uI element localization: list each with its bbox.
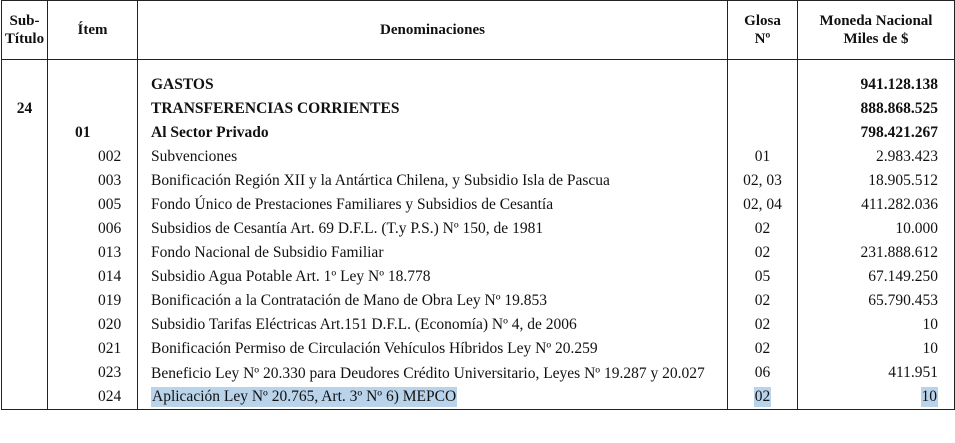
row-amount: 2.983.423	[876, 148, 938, 165]
row-item: 021	[98, 340, 122, 357]
row-amount: 10	[921, 388, 937, 405]
row-item-cell	[48, 313, 138, 337]
row-amount-cell	[798, 289, 955, 313]
row-denominacion: TRANSFERENCIAS CORRIENTES	[151, 100, 400, 117]
row-item: 002	[98, 148, 122, 165]
row-amount: 10	[922, 340, 938, 357]
row-amount-cell	[798, 97, 955, 121]
row-item-cell	[48, 73, 138, 97]
row-amount: 941.128.138	[860, 76, 938, 93]
row-item: 01	[75, 124, 91, 141]
row-amount-cell	[798, 265, 955, 289]
table-row	[2, 217, 955, 241]
row-subtitulo-cell	[2, 289, 48, 313]
row-denominacion-cell	[138, 217, 728, 241]
row-denominacion-cell	[138, 145, 728, 169]
spacer-row	[2, 60, 955, 74]
row-amount-cell	[798, 121, 955, 145]
row-denominacion-cell	[138, 241, 728, 265]
row-amount-cell	[798, 73, 955, 97]
table-row	[2, 73, 955, 97]
row-subtitulo-cell	[2, 337, 48, 361]
row-item: 006	[98, 220, 122, 237]
row-item-cell	[48, 193, 138, 217]
row-amount-cell	[798, 361, 955, 385]
table-row	[2, 97, 955, 121]
row-glosa-cell	[728, 241, 798, 265]
row-denominacion: Beneficio Ley Nº 20.330 para Deudores Crédito Universitario, Leyes Nº 19.287 y 20.027	[151, 365, 705, 382]
row-glosa-cell	[728, 73, 798, 97]
row-denominacion: Subvenciones	[151, 148, 238, 165]
row-subtitulo-cell	[2, 169, 48, 193]
row-denominacion-cell	[138, 289, 728, 313]
row-item-cell	[48, 265, 138, 289]
row-item: 020	[98, 316, 122, 333]
row-glosa-cell	[728, 193, 798, 217]
table-row	[2, 337, 955, 361]
row-amount-cell	[798, 217, 955, 241]
row-subtitulo-cell	[2, 97, 48, 121]
row-denominacion-cell	[138, 313, 728, 337]
header-denominaciones	[138, 1, 728, 60]
table-row	[2, 313, 955, 337]
row-glosa-cell	[728, 337, 798, 361]
header-row	[2, 1, 955, 60]
row-glosa: 02	[754, 340, 771, 357]
row-glosa: 02, 03	[743, 172, 782, 189]
row-item-cell	[48, 97, 138, 121]
row-denominacion-cell	[138, 337, 728, 361]
row-amount: 10	[922, 316, 938, 333]
row-glosa-cell	[728, 97, 798, 121]
row-item-cell	[48, 337, 138, 361]
row-denominacion: Bonificación Región XII y la Antártica Chilena, y Subsidio Isla de Pascua	[151, 172, 610, 189]
budget-table	[1, 0, 955, 410]
table-row	[2, 169, 955, 193]
row-subtitulo-cell	[2, 217, 48, 241]
row-amount: 67.149.250	[868, 268, 938, 285]
row-amount: 798.421.267	[860, 124, 938, 141]
row-subtitulo-cell	[2, 121, 48, 145]
row-item: 023	[98, 364, 122, 381]
row-item-cell	[48, 145, 138, 169]
table-row	[2, 193, 955, 217]
row-glosa-cell	[728, 145, 798, 169]
table-row	[2, 265, 955, 289]
table-row	[2, 241, 955, 265]
row-glosa: 01	[754, 148, 771, 165]
row-denominacion-cell	[138, 73, 728, 97]
row-amount: 18.905.512	[868, 172, 938, 189]
row-item: 024	[98, 388, 122, 405]
row-amount-cell	[798, 313, 955, 337]
header-subtitulo	[2, 1, 48, 60]
row-glosa: 02	[754, 388, 771, 405]
row-glosa-cell	[728, 217, 798, 241]
header-moneda	[798, 1, 955, 60]
row-amount: 10.000	[895, 220, 938, 237]
row-item-cell	[48, 289, 138, 313]
row-glosa: 02	[754, 292, 771, 309]
row-item-cell	[48, 217, 138, 241]
row-denominacion: Aplicación Ley Nº 20.765, Art. 3º Nº 6) MEPCO	[152, 388, 457, 405]
row-subtitulo: 24	[16, 100, 33, 117]
row-item: 019	[98, 292, 122, 309]
row-amount-cell	[798, 169, 955, 193]
row-denominacion: Fondo Nacional de Subsidio Familiar	[151, 244, 384, 261]
row-denominacion-cell	[138, 169, 728, 193]
row-amount-cell	[798, 385, 955, 410]
row-denominacion-cell	[138, 193, 728, 217]
row-denominacion: GASTOS	[151, 76, 214, 93]
row-glosa-cell	[728, 313, 798, 337]
row-denominacion: Al Sector Privado	[151, 124, 269, 141]
header-glosa-text: Glosa Nº	[744, 13, 781, 47]
row-amount-cell	[798, 193, 955, 217]
row-denominacion-cell	[138, 361, 728, 385]
row-glosa-cell	[728, 361, 798, 385]
row-subtitulo-cell	[2, 73, 48, 97]
row-subtitulo-cell	[2, 145, 48, 169]
row-glosa: 05	[754, 268, 771, 285]
table-row	[2, 385, 955, 410]
row-subtitulo-cell	[2, 265, 48, 289]
row-subtitulo-cell	[2, 193, 48, 217]
row-item-cell	[48, 121, 138, 145]
row-amount: 888.868.525	[860, 100, 938, 117]
row-glosa-cell	[728, 121, 798, 145]
row-item-cell	[48, 385, 138, 410]
row-amount-cell	[798, 337, 955, 361]
row-denominacion-cell	[138, 385, 728, 410]
row-denominacion: Subsidio Agua Potable Art. 1º Ley Nº 18.778	[151, 268, 431, 285]
header-denominaciones-text: Denominaciones	[380, 22, 485, 38]
row-glosa: 02	[754, 220, 771, 237]
table-row	[2, 361, 955, 385]
row-denominacion: Bonificación Permiso de Circulación Vehículos Híbridos Ley Nº 20.259	[151, 340, 598, 357]
row-item-cell	[48, 361, 138, 385]
row-amount: 231.888.612	[860, 244, 938, 261]
row-denominacion: Subsidios de Cesantía Art. 69 D.F.L. (T.y P.S.) Nº 150, de 1981	[151, 220, 544, 237]
row-glosa: 02, 04	[743, 196, 782, 213]
row-item: 014	[98, 268, 122, 285]
row-glosa-cell	[728, 169, 798, 193]
row-glosa-cell	[728, 385, 798, 410]
header-moneda-text: Moneda Nacional Miles de $	[819, 13, 933, 47]
row-item-cell	[48, 241, 138, 265]
row-subtitulo-cell	[2, 313, 48, 337]
row-item-cell	[48, 169, 138, 193]
header-subtitulo-text: Sub- Título	[4, 13, 45, 47]
row-subtitulo-cell	[2, 241, 48, 265]
row-glosa-cell	[728, 265, 798, 289]
row-amount: 411.951	[888, 364, 938, 381]
row-denominacion: Bonificación a la Contratación de Mano de Obra Ley Nº 19.853	[151, 292, 548, 309]
row-glosa: 02	[754, 244, 771, 261]
row-denominacion: Fondo Único de Prestaciones Familiares y Subsidios de Cesantía	[151, 196, 554, 213]
header-glosa	[728, 1, 798, 60]
row-glosa: 02	[754, 316, 771, 333]
row-subtitulo-cell	[2, 385, 48, 410]
header-item-text: Ítem	[77, 22, 108, 38]
row-amount-cell	[798, 145, 955, 169]
row-item: 005	[98, 196, 122, 213]
row-denominacion-cell	[138, 97, 728, 121]
row-amount: 65.790.453	[868, 292, 938, 309]
row-amount-cell	[798, 241, 955, 265]
row-item: 013	[98, 244, 122, 261]
row-denominacion-cell	[138, 265, 728, 289]
table-row	[2, 289, 955, 313]
row-glosa: 06	[754, 364, 771, 381]
header-item	[48, 1, 138, 60]
row-item: 003	[98, 172, 122, 189]
row-glosa-cell	[728, 289, 798, 313]
table-body	[2, 60, 955, 410]
row-denominacion-cell	[138, 121, 728, 145]
row-amount: 411.282.036	[861, 196, 938, 213]
row-denominacion: Subsidio Tarifas Eléctricas Art.151 D.F.L. (Economía) Nº 4, de 2006	[151, 316, 577, 333]
table-row	[2, 121, 955, 145]
table-row	[2, 145, 955, 169]
row-subtitulo-cell	[2, 361, 48, 385]
